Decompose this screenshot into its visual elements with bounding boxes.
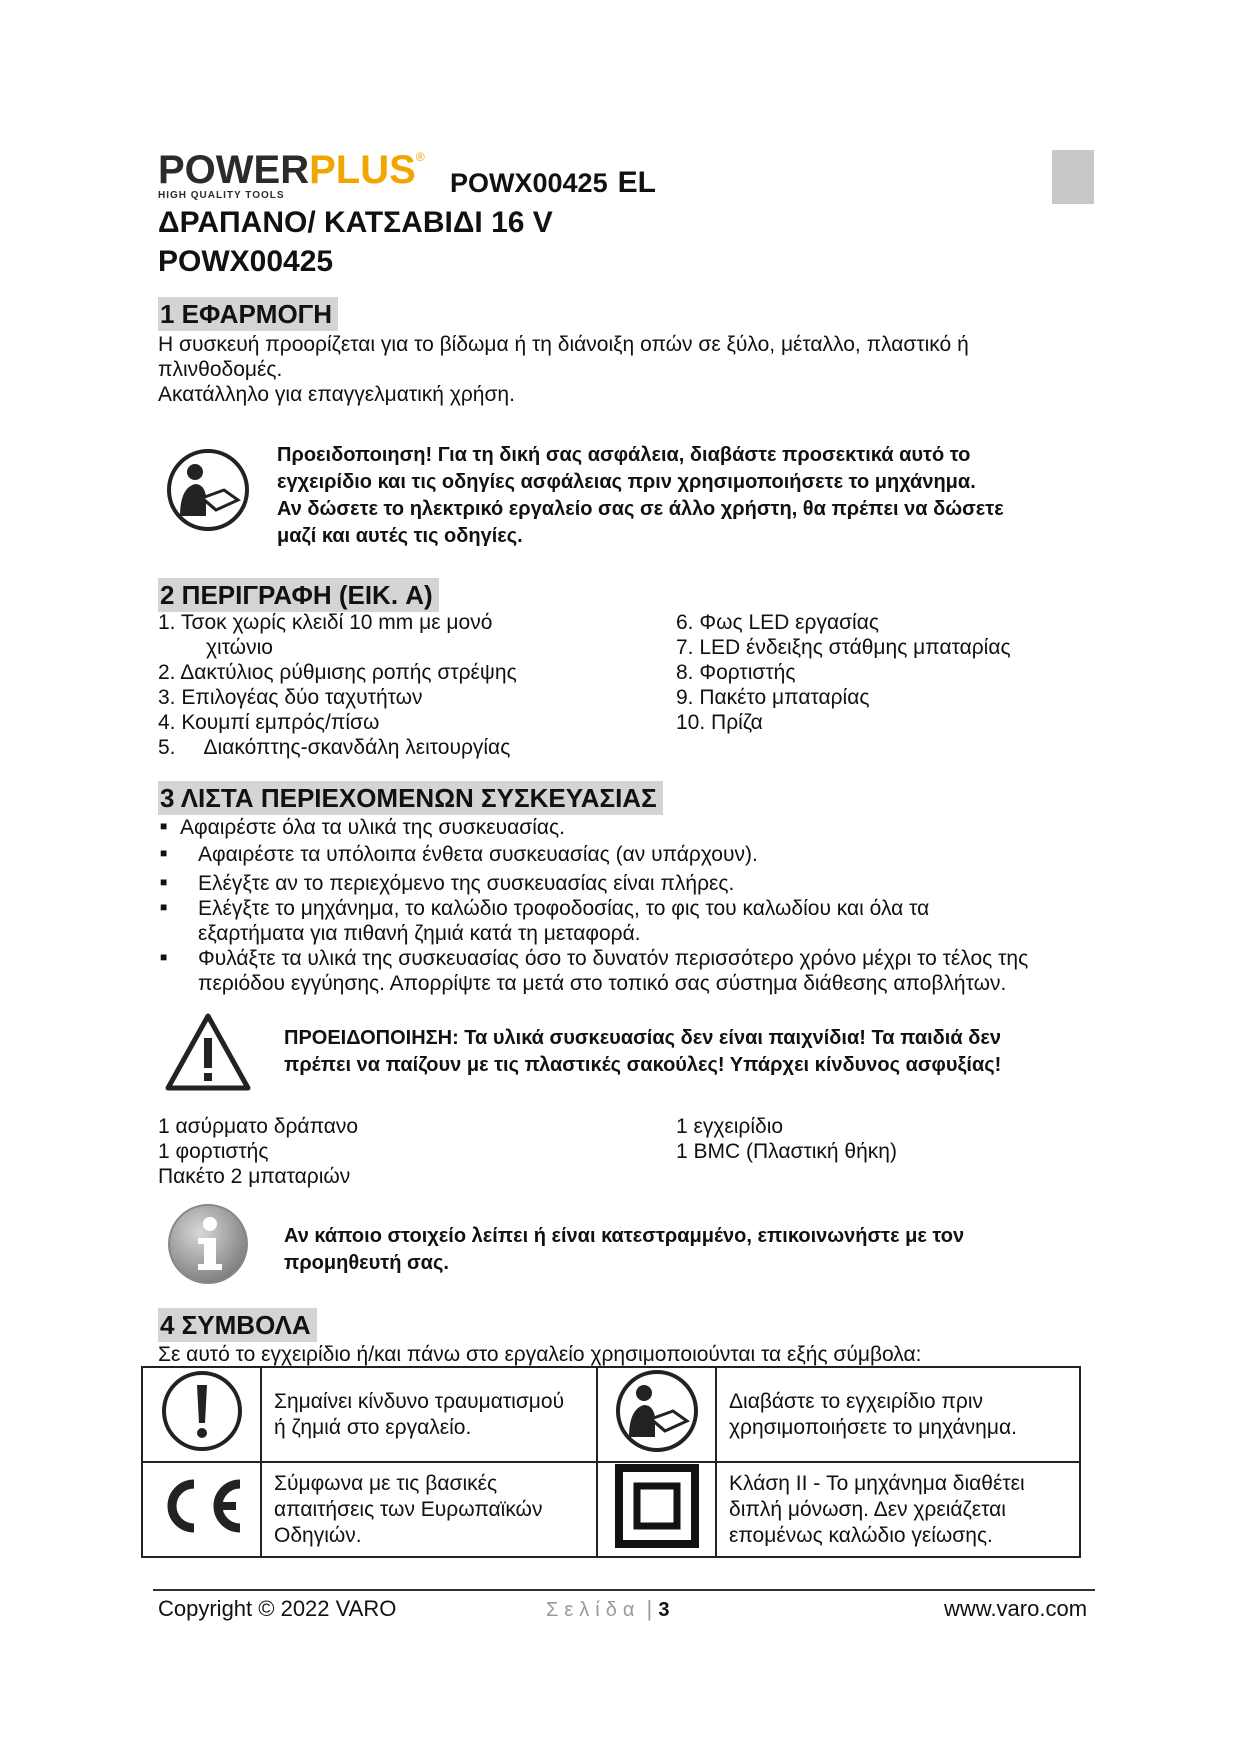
symbol-icon-cell — [597, 1462, 716, 1557]
symbol-description — [716, 1367, 1080, 1462]
section-3-heading-wrap — [158, 781, 663, 815]
symbol-text-line: ή ζημιά στο εργαλείο. — [274, 1415, 472, 1439]
bullet-item-line1: ■ Ελέγξτε το μηχάνημα, το καλώδιο τροφοδοσίας, το φις του καλωδίου και όλα τα — [198, 897, 930, 920]
description-item: 4. Κουμπί εμπρός/πίσω — [158, 711, 380, 734]
symbol-text-line: Σημαίνει κίνδυνο τραυματισμού — [274, 1389, 565, 1413]
symbol-description — [261, 1462, 597, 1557]
section-2-heading: 2 ΠΕΡΙΓΡΑΦΗ (ΕΙΚ. A) — [158, 578, 439, 612]
symbols-table — [141, 1366, 1081, 1558]
packing-bullets — [158, 815, 1098, 996]
language-code: EL — [617, 166, 656, 199]
symbol-icon-cell — [597, 1367, 716, 1462]
symbol-icon-cell — [142, 1462, 261, 1557]
description-item: 6. Φως LED εργασίας — [676, 611, 879, 634]
symbol-text-line: επομένως καλώδιο γείωσης. — [729, 1523, 993, 1547]
logo-brand-part2: PLUS — [309, 148, 416, 192]
warning-triangle-icon — [164, 1012, 252, 1092]
table-row — [142, 1462, 1080, 1557]
section-1-para1-line2: πλινθοδομές. — [158, 358, 283, 381]
package-content-item: 1 ασύρματο δράπανο — [158, 1115, 359, 1138]
logo-tagline: HIGH QUALITY TOOLS — [158, 190, 285, 201]
section-1-heading: 1 ΕΦΑΡΜΟΓΗ — [158, 297, 338, 331]
bullet-item: ■ Αφαιρέστε όλα τα υλικά της συσκευασίας. — [158, 815, 1098, 840]
symbol-text-line: Σύμφωνα με τις βασικές — [274, 1471, 498, 1495]
footer-website: www.varo.com — [944, 1596, 1088, 1621]
bullet-item: ■ Ελέγξτε αν το περιεχόμενο της συσκευασίας είναι πλήρες. — [158, 871, 1098, 896]
description-item: 7. LED ένδειξης στάθμης μπαταρίας — [676, 636, 1011, 659]
info-icon — [166, 1202, 250, 1286]
package-contents-left — [158, 1114, 638, 1189]
description-item: 8. Φορτιστής — [676, 661, 796, 684]
bullet-item-line1: ■ Φυλάξτε τα υλικά της συσκευασίας όσο το δυνατόν περισσότερο χρόνο μέχρι το τέλος της — [198, 947, 1029, 970]
footer-divider — [153, 1589, 1095, 1591]
exclamation-circle-icon — [160, 1369, 244, 1453]
page-label: Σελίδα — [546, 1599, 641, 1621]
bullet-item-line2: περιόδου εγγύησης. Απορρίψτε τα μετά στο τοπικό σας σύστημα διάθεσης αποβλήτων. — [198, 972, 1007, 995]
class-ii-double-square-icon — [615, 1464, 699, 1548]
packaging-danger-warning — [284, 1025, 1114, 1079]
safety-warning-line1: Προειδοποιηση! Για τη δική σας ασφάλεια, διαβάστε προσεκτικά αυτό το — [277, 444, 971, 466]
package-content-item: Πακέτο 2 μπαταριών — [158, 1165, 351, 1188]
section-1-heading-wrap — [158, 297, 338, 331]
footer-page — [546, 1596, 670, 1622]
packaging-danger-line1: ΠΡΟΕΙΔΟΠΟΙΗΣΗ: Τα υλικά συσκευασίας δεν είναι παιχνίδια! Τα παιδιά δεν — [284, 1027, 1001, 1049]
package-content-item: 1 φορτιστής — [158, 1140, 269, 1163]
description-item: 3. Επιλογέας δύο ταχυτήτων — [158, 686, 423, 709]
symbol-text-line: χρησιμοποιήσετε το μηχάνημα. — [729, 1415, 1017, 1439]
page-number: 3 — [658, 1599, 670, 1621]
section-4-heading-wrap — [158, 1308, 317, 1342]
document-title-model: POWX00425 — [158, 245, 334, 278]
section-1-body — [158, 332, 1078, 407]
description-item: 1. Τσοκ χωρίς κλειδί 10 mm με μονό — [158, 611, 493, 634]
bullet-item-line2: εξαρτήματα για πιθανή ζημιά κατά τη μεταφορά. — [198, 922, 641, 945]
description-item: 2. Δακτύλιος ρύθμισης ροπής στρέψης — [158, 661, 517, 684]
description-item: 9. Πακέτο μπαταρίας — [676, 686, 870, 709]
language-tab-marker — [1052, 150, 1094, 204]
description-list-left — [158, 610, 658, 760]
section-1-para2: Ακατάλληλο για επαγγελματική χρήση. — [158, 383, 515, 406]
ce-mark-icon — [154, 1476, 250, 1536]
footer-copyright: Copyright © 2022 VARO — [158, 1596, 397, 1621]
symbol-icon-cell — [142, 1367, 261, 1462]
logo-brand-part1: POWER — [158, 148, 310, 192]
symbols-intro: Σε αυτό το εγχειρίδιο ή/και πάνω στο εργαλείο χρησιμοποιούνται τα εξής σύμβολα: — [158, 1343, 922, 1366]
package-content-item: 1 εγχειρίδιο — [676, 1115, 784, 1138]
symbol-text-line: Κλάση II - Το μηχάνημα διαθέτει — [729, 1471, 1025, 1495]
powerplus-logo — [158, 150, 448, 200]
table-row — [142, 1367, 1080, 1462]
bullet-item: ■ Αφαιρέστε τα υπόλοιπα ένθετα συσκευασίας (αν υπάρχουν). — [158, 842, 1098, 867]
missing-item-line2: προμηθευτή σας. — [284, 1252, 449, 1274]
package-contents-right — [676, 1114, 1096, 1164]
package-content-item: 1 BMC (Πλαστική θήκη) — [676, 1140, 897, 1163]
description-item: 10. Πρίζα — [676, 711, 763, 734]
bullet-item — [158, 896, 1098, 946]
safety-warning — [277, 442, 1115, 550]
section-2-heading-wrap — [158, 578, 439, 612]
bullet-item — [158, 946, 1098, 996]
missing-item-line1: Αν κάποιο στοιχείο λείπει ή είναι κατεστραμμένο, επικοινωνήστε με τον — [284, 1225, 965, 1247]
safety-warning-line2: εγχειρίδιο και τις οδηγίες ασφάλειας πριν χρησιμοποιήσετε το μηχάνημα. — [277, 471, 976, 493]
packaging-danger-line2: πρέπει να παίζουν με τις πλαστικές σακούλες! Υπάρχει κίνδυνος ασφυξίας! — [284, 1054, 1002, 1076]
missing-item-notice — [284, 1223, 1112, 1277]
symbol-description — [261, 1367, 597, 1462]
symbol-description — [716, 1462, 1080, 1557]
symbol-text-line: Οδηγιών. — [274, 1523, 362, 1547]
page-separator: | — [646, 1596, 653, 1621]
description-item: χιτώνιο — [206, 636, 273, 659]
read-manual-icon — [615, 1369, 699, 1453]
read-manual-icon — [166, 448, 250, 532]
document-title: ΔΡΑΠΑΝΟ/ ΚΑΤΣΑΒΙΔΙ 16 V — [158, 206, 553, 239]
safety-warning-line3: Αν δώσετε το ηλεκτρικό εργαλείο σας σε άλλο χρήστη, θα πρέπει να δώσετε — [277, 498, 1004, 520]
section-4-heading: 4 ΣΥΜΒΟΛΑ — [158, 1308, 317, 1342]
description-item: 5. Διακόπτης-σκανδάλη λειτουργίας — [158, 736, 511, 759]
model-language-line — [450, 166, 656, 200]
section-3-heading: 3 ΛΙΣΤΑ ΠΕΡΙΕΧΟΜΕΝΩΝ ΣΥΣΚΕΥΑΣΙΑΣ — [158, 781, 663, 815]
logo-registered: ® — [415, 150, 425, 164]
description-list-right — [676, 610, 1096, 735]
symbol-text-line: Διαβάστε το εγχειρίδιο πριν — [729, 1389, 984, 1413]
symbol-text-line: απαιτήσεις των Ευρωπαϊκών — [274, 1497, 543, 1521]
symbol-text-line: διπλή μόνωση. Δεν χρειάζεται — [729, 1497, 1006, 1521]
model-code: POWX00425 — [450, 168, 608, 198]
safety-warning-line4: μαζί και αυτές τις οδηγίες. — [277, 525, 523, 547]
section-1-para1-line1: Η συσκευή προορίζεται για το βίδωμα ή τη διάνοιξη οπών σε ξύλο, μέταλλο, πλαστικό ή — [158, 333, 969, 356]
